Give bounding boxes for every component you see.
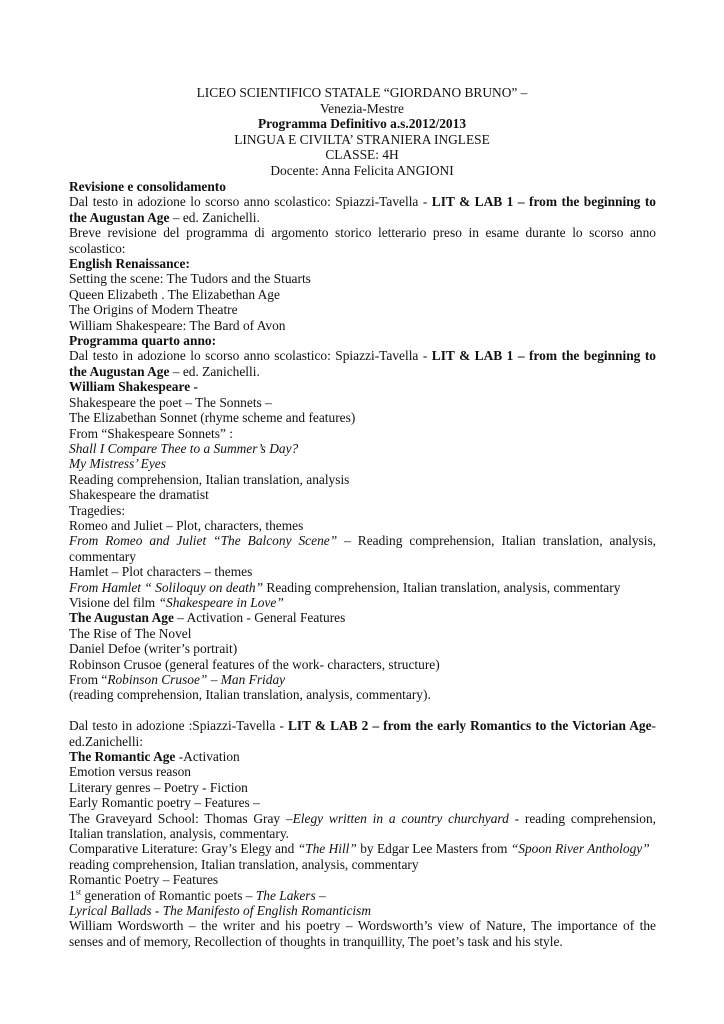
school-name: LICEO SCIENTIFICO STATALE “GIORDANO BRUNO” – (196, 85, 528, 100)
textbook-publisher: -ed.Zanichelli: (69, 718, 656, 749)
list-item: Early Romantic poetry – Features – (69, 795, 260, 811)
robinson-extract-title: Robinson Crusoe” – Man Friday (107, 672, 286, 687)
the-hill-title: “The Hill” (297, 841, 357, 857)
list-item: Shakespeare the dramatist (69, 487, 209, 503)
hamlet-soliloquy-title: From Hamlet “ Soliloquy on death” (69, 579, 264, 595)
augustan-subtitle: – Activation - General Features (173, 610, 346, 626)
list-item: Daniel Defoe (writer’s portrait) (69, 641, 238, 657)
list-item: The Elizabethan Sonnet (rhyme scheme and features) (69, 410, 356, 426)
section-title-quarto: Programma quarto anno: (69, 333, 217, 349)
list-item: Emotion versus reason (69, 764, 191, 780)
list-item: From “Shakespeare Sonnets” : (69, 425, 233, 441)
generation-number: 1 (69, 887, 76, 903)
textbook-intro: Dal testo in adozione lo scorso anno scolastico: Spiazzi-Tavella - (69, 194, 432, 210)
sonnet-title: My Mistress’ Eyes (69, 456, 166, 472)
from-label: From “ (69, 672, 108, 687)
comparative-line (69, 841, 656, 856)
list-item: Tragedies: (69, 502, 126, 518)
list-item: Reading comprehension, Italian translation, analysis (69, 471, 350, 487)
list-item: Literary genres – Poetry - Fiction (69, 779, 248, 795)
list-item: William Shakespeare: The Bard of Avon (69, 317, 286, 333)
textbook-title: LIT & LAB 1 – from the beginning to the Augustan Age (69, 348, 656, 379)
document-header (0, 85, 724, 179)
hamlet-line (69, 580, 656, 595)
elegy-title: Elegy written in a country churchyard (292, 810, 509, 826)
list-item: Romantic Poetry – Features (69, 872, 219, 888)
list-item: Hamlet – Plot characters – themes (69, 564, 253, 580)
list-item: Setting the scene: The Tudors and the Stuarts (69, 271, 311, 287)
robinson-line (69, 672, 656, 687)
city: Venezia-Mestre (319, 100, 405, 116)
programma-title: Programma Definitivo a.s.2012/2013 (257, 116, 467, 132)
list-item: Romeo and Juliet – Plot, characters, themes (69, 517, 304, 533)
review-paragraph: Breve revisione del programma di argomento storico letterario preso in esame durante lo scorso anno scolastico: (69, 225, 656, 256)
textbook-paragraph (69, 718, 656, 749)
romantic-subtitle: -Activation (175, 749, 240, 765)
list-item: The Rise of The Novel (69, 625, 192, 641)
list-item: reading comprehension, Italian translation, analysis, commentary (69, 856, 419, 872)
generation-label: generation of Romantic poets – (81, 887, 256, 903)
textbook-title: LIT & LAB 1 – from the beginning to the Augustan Age (69, 194, 656, 225)
film-title: “Shakespeare in Love” (158, 594, 284, 610)
graveyard-label: The Graveyard School: Thomas Gray – (69, 810, 293, 826)
wordsworth-paragraph: William Wordsworth – the writer and his poetry – Wordsworth’s view of Nature, The importance of the senses and of memory, Recollection of thoughts in tranquillity, The poet’s task and his style. (69, 918, 656, 949)
spacer (69, 703, 656, 718)
lyrical-ballads-line: Lyrical Ballads - The Manifesto of English Romanticism (69, 903, 371, 919)
comparative-author: by Edgar Lee Masters from (356, 841, 511, 857)
graveyard-paragraph (69, 811, 656, 842)
section-title-shakespeare: William Shakespeare - (69, 379, 198, 395)
balcony-scene-activities: – Reading comprehension, Italian translation, analysis, commentary (69, 533, 656, 564)
balcony-scene-paragraph (69, 533, 656, 564)
textbook-intro: Dal testo in adozione :Spiazzi-Tavella - (69, 718, 288, 734)
comparative-label: Comparative Literature: Gray’s Elegy and (69, 841, 298, 857)
section-title-romantic: The Romantic Age (69, 749, 176, 765)
list-item: (reading comprehension, Italian translation, analysis, commentary). (69, 687, 431, 703)
document-body (69, 179, 656, 949)
augustan-title-line (69, 610, 656, 625)
spoon-river-title: “Spoon River Anthology” (510, 841, 650, 857)
sonnet-title: Shall I Compare Thee to a Summer’s Day? (69, 440, 299, 456)
film-label: Visione del film (69, 594, 159, 610)
balcony-scene-title: From Romeo and Juliet “The Balcony Scene” (69, 533, 338, 549)
generation-line (69, 888, 656, 903)
list-item: Queen Elizabeth . The Elizabethan Age (69, 286, 280, 302)
textbook-intro: Dal testo in adozione lo scorso anno scolastico: Spiazzi-Tavella - (69, 348, 432, 364)
textbook-paragraph (69, 194, 656, 225)
list-item: The Origins of Modern Theatre (69, 302, 238, 318)
list-item: Shakespeare the poet – The Sonnets – (69, 394, 272, 410)
lakers-title: The Lakers – (255, 887, 326, 903)
textbook-paragraph (69, 348, 656, 379)
section-title-renaissance: English Renaissance: (69, 256, 190, 272)
section-title-augustan: The Augustan Age (69, 610, 174, 626)
generation-ordinal: st (75, 887, 82, 897)
section-title-revisione: Revisione e consolidamento (69, 179, 226, 194)
textbook-title: LIT & LAB 2 – from the early Romantics to the Victorian Age (287, 718, 652, 734)
textbook-publisher: – ed. Zanichelli. (169, 209, 260, 225)
romantic-title-line (69, 749, 656, 764)
teacher: Docente: Anna Felicita ANGIONI (270, 162, 454, 178)
graveyard-activities: - reading comprehension, Italian translation, analysis, commentary. (69, 810, 657, 842)
list-item: Robinson Crusoe (general features of the work- characters, structure) (69, 656, 440, 672)
textbook-publisher: – ed. Zanichelli. (169, 363, 260, 379)
hamlet-activities: Reading comprehension, Italian translation, analysis, commentary (263, 579, 621, 595)
class-label: CLASSE: 4H (325, 147, 399, 163)
film-line (69, 595, 656, 610)
subject: LINGUA E CIVILTA’ STRANIERA INGLESE (234, 131, 490, 147)
